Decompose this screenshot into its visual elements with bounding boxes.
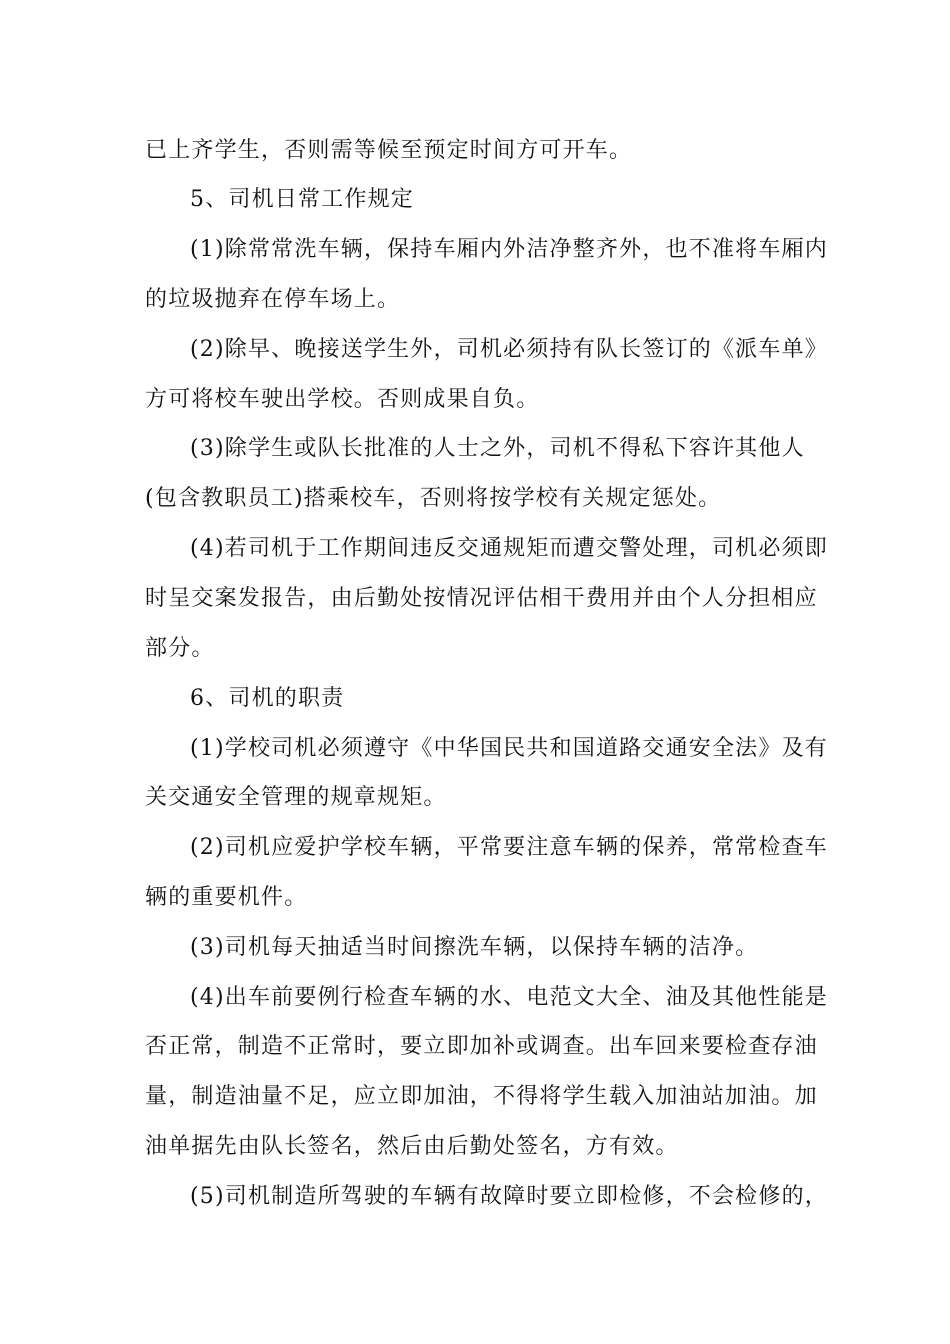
paragraph-line: (2)司机应爱护学校车辆，平常要注意车辆的保养，常常检查车 — [190, 835, 828, 860]
paragraph-line: (3)司机每天抽适当时间擦洗车辆，以保持车辆的洁净。 — [190, 935, 759, 960]
section-heading: 5、司机日常工作规定 — [190, 187, 414, 212]
paragraph-line: 时呈交案发报告，由后勤处按情况评估相干费用并由个人分担相应 — [145, 586, 818, 611]
paragraph-line: (2)除早、晚接送学生外，司机必须持有队长签订的《派车单》 — [190, 337, 828, 362]
paragraph-line: (包含教职员工)搭乘校车，否则将按学校有关规定惩处。 — [145, 486, 722, 511]
section-heading: 6、司机的职责 — [190, 686, 345, 711]
paragraph-line: 已上齐学生，否则需等候至预定时间方可开车。 — [145, 138, 633, 163]
paragraph-line: 部分。 — [145, 636, 215, 661]
paragraph-line: (1)除常常洗车辆，保持车厢内外洁净整齐外，也不准将车厢内 — [190, 237, 828, 262]
paragraph-line: 方可将校车驶出学校。否则成果自负。 — [145, 387, 540, 412]
paragraph-line: (4)若司机于工作期间违反交通规矩而遭交警处理，司机必须即 — [190, 536, 828, 561]
paragraph-line: 的垃圾抛弃在停车场上。 — [145, 287, 401, 312]
paragraph-line: 量，制造油量不足，应立即加油，不得将学生载入加油站加油。加 — [145, 1084, 818, 1109]
paragraph-line: 关交通安全管理的规章规矩。 — [145, 785, 447, 810]
paragraph-line: 否正常，制造不正常时，要立即加补或调查。出车回来要检查存油 — [145, 1034, 818, 1059]
paragraph-line: 油单据先由队长签名，然后由后勤处签名，方有效。 — [145, 1134, 679, 1159]
paragraph-line: (3)除学生或队长批准的人士之外，司机不得私下容许其他人 — [190, 436, 805, 461]
paragraph-line: 辆的重要机件。 — [145, 885, 308, 910]
paragraph-line: (5)司机制造所驾驶的车辆有故障时要立即检修，不会检修的， — [190, 1184, 828, 1209]
paragraph-line: (1)学校司机必须遵守《中华国民共和国道路交通安全法》及有 — [190, 736, 828, 761]
paragraph-line: (4)出车前要例行检查车辆的水、电范文大全、油及其他性能是 — [190, 985, 828, 1010]
